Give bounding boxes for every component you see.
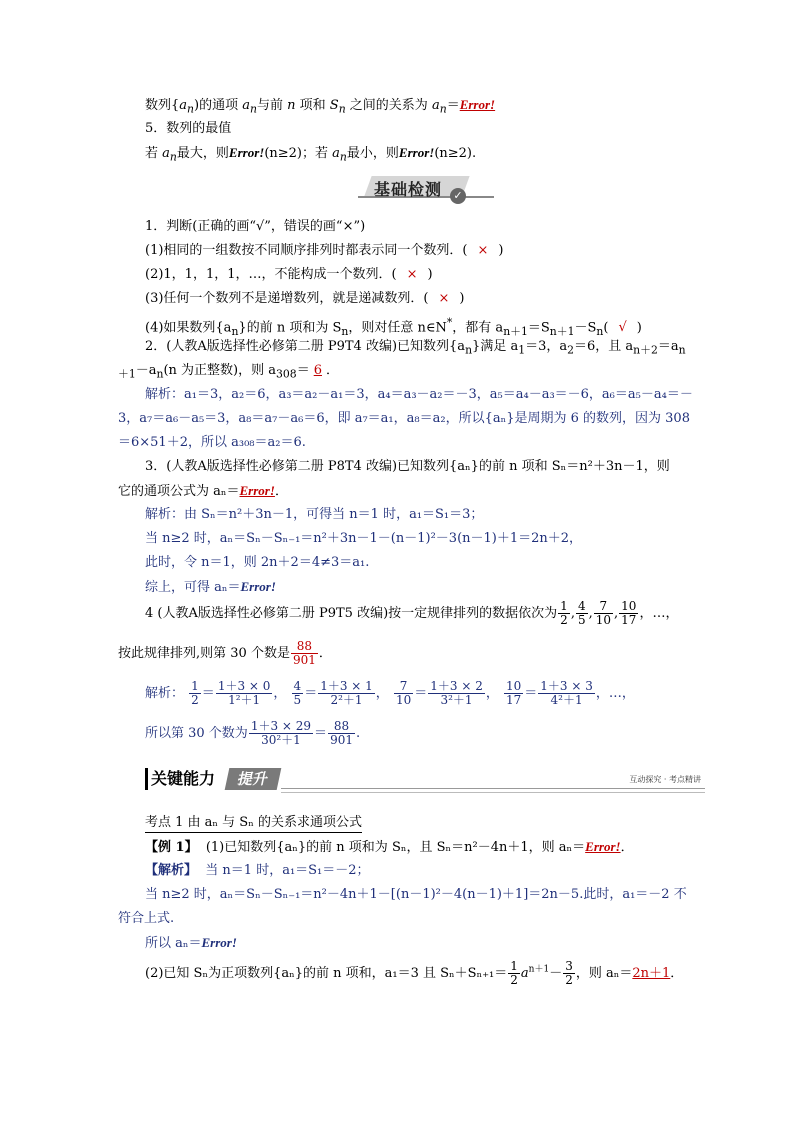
example-2-answer: 2n＋1	[632, 966, 671, 981]
lift-badge: 提升	[225, 768, 282, 790]
interactive-tagline: 互动探究 · 考点精讲	[629, 775, 701, 784]
q3-line-2: 它的通项公式为 aₙ＝Error!．	[118, 483, 288, 499]
section-banner	[358, 174, 494, 200]
q1-item-1: (1)相同的一组数按不同顺序排列时都表示同一个数列．( × )	[145, 243, 504, 258]
q2-answer: 6	[313, 363, 322, 378]
q1-title: 1．判断(正确的画“√”，错误的画“×”)	[145, 219, 366, 234]
key-ability-label: 关键能力	[145, 768, 215, 790]
q3-solution-3: 此时，令 n＝1，则 2n＋2＝4≠3＝a₁.	[145, 555, 370, 570]
q3-solution-1: 解析：由 Sₙ＝n²＋3n－1，可得当 n＝1 时，a₁＝S₁＝3；	[145, 507, 484, 522]
q3-solution-4: 综上，可得 aₙ＝Error!	[145, 579, 276, 595]
example-1-solution-4: 所以 aₙ＝Error!	[145, 935, 237, 951]
check-icon: ✓	[450, 188, 466, 204]
key-ability-header	[145, 768, 705, 794]
q2-line-2: $_{+1}-a_n(n$ 为正整数)，则 $a_{308}= 6$ ．	[118, 363, 339, 381]
example-1-question: 【例 1】 (1)已知数列{aₙ}的前 n 项和为 Sₙ，且 Sₙ＝n²－4n＋1，则 aₙ＝Error!．	[145, 839, 634, 855]
q4-line-2: 按此规律排列,则第 30 个数是 $\frac{88}{901}$ ．	[118, 639, 332, 667]
example-1-solution-2: 当 n≥2 时，aₙ＝Sₙ－Sₙ₋₁＝n²－4n＋1－[(n－1)²－4(n－1)＋1]＝2n－5.此时，a₁＝－2 不	[145, 887, 687, 902]
relation-line: 数列$\{a_n)$的通项 $a_n$与前 n 项和 $S_n$ 之间的关系为 $a_n=Error$!	[145, 97, 496, 116]
q3-solution-2: 当 n≥2 时，aₙ＝Sₙ－Sₙ₋₁＝n²＋3n－1－(n－1)²－3(n－1)＋1＝2n＋2，	[145, 531, 583, 546]
example-1-solution-3: 符合上式.	[118, 911, 175, 926]
q3-line-1: 3．(人教A版选择性必修第二册 P8T4 改编)已知数列{aₙ}的前 n 项和 Sₙ＝n²＋3n－1，则	[145, 459, 670, 474]
topic-heading: 考点 1 由 aₙ 与 Sₙ 的关系求通项公式	[145, 814, 362, 833]
section-heading: 5．数列的最值	[145, 121, 232, 136]
example-1-solution-1: 【解析】 当 n＝1 时，a₁＝S₁＝－2；	[145, 863, 370, 878]
q2-solution-1: 解析：a₁＝3，a₂＝6，a₃＝a₂－a₁＝3，a₄＝a₃－a₂＝－3，a₅＝a₄－a₃＝－6，a₆＝a₅－a₄＝－	[145, 387, 693, 402]
q4-solution-2: 所以第 30 个数为 $\frac{1+3 \times 29}{\text{30²＋1}}$ ＝ $\frac{88}{901}$ .	[145, 719, 361, 747]
error-field: Error!	[459, 97, 496, 112]
example-2-question: (2)已知 Sₙ为正项数列{aₙ}的前 n 项和，a₁＝3 且 Sₙ＋Sₙ₊₁＝ $\frac{1}{2}$ $a^{n+1}-$ $\frac{3}{2}$ ，则 aₙ＝2n＋1．	[145, 959, 684, 987]
extremum-line: 若 $a_n$最大，则Error!(n≥2)；若 $a_n$最小，则Error!(n≥2).	[145, 145, 477, 164]
q1-item-2: (2)1，1，1，1，…，不能构成一个数列．( × )	[145, 267, 433, 282]
q1-item-3: (3)任何一个数列不是递增数列，就是递减数列．( × )	[145, 291, 465, 306]
q2-line-1: 2．(人教A版选择性必修第二册 P9T4 改编)已知数列$\{a_n\}$满足 $a_1=3$，$a_2=6$，且 $a_{n+2}=a_n$	[145, 339, 686, 357]
q4-line-1: 4 (人教A版选择性必修第二册 P9T5 改编)按一定规律排列的数据依次为 $\frac{1}{2}$ , $\frac{4}{5}$ , $\frac{7}{10}$ , $\frac{10}{17}$ ，…，	[145, 599, 679, 627]
q2-solution-3: ＝6×51＋2，所以 a₃₀₈＝a₂＝6.	[118, 435, 306, 450]
banner-title: 基础检测	[374, 180, 443, 199]
q2-solution-2: 3，a₇＝a₆－a₅＝3，a₈＝a₇－a₆＝6，即 a₇＝a₁，a₈＝a₂，所以{aₙ}是周期为 6 的数列，因为 308	[118, 411, 690, 426]
q1-item-4: (4)如果数列$\{a_n\}$的前 n 项和为 $S_n$，则对任意 n∈N*，都有 $a_{n+1}=S_{n+1}-S_n$( √ )	[145, 316, 642, 338]
q4-solution-1: 解析： $\frac{1}{2}$ ＝ $\frac{1+3 \times 0}{\text{1²＋1}}$ ， $\frac{4}{5}$ ＝ $\frac{1+3 \times 1}{\text{2²＋1}}$ ， $\frac{7}{10}$ ＝ $\frac{1+3 \times 2}{\text{3²＋1}}$ ， $\frac{10}{17}$ ＝ $\frac{1+3 \times 3}{\text{4²＋1}}$ ，…，	[145, 679, 635, 707]
